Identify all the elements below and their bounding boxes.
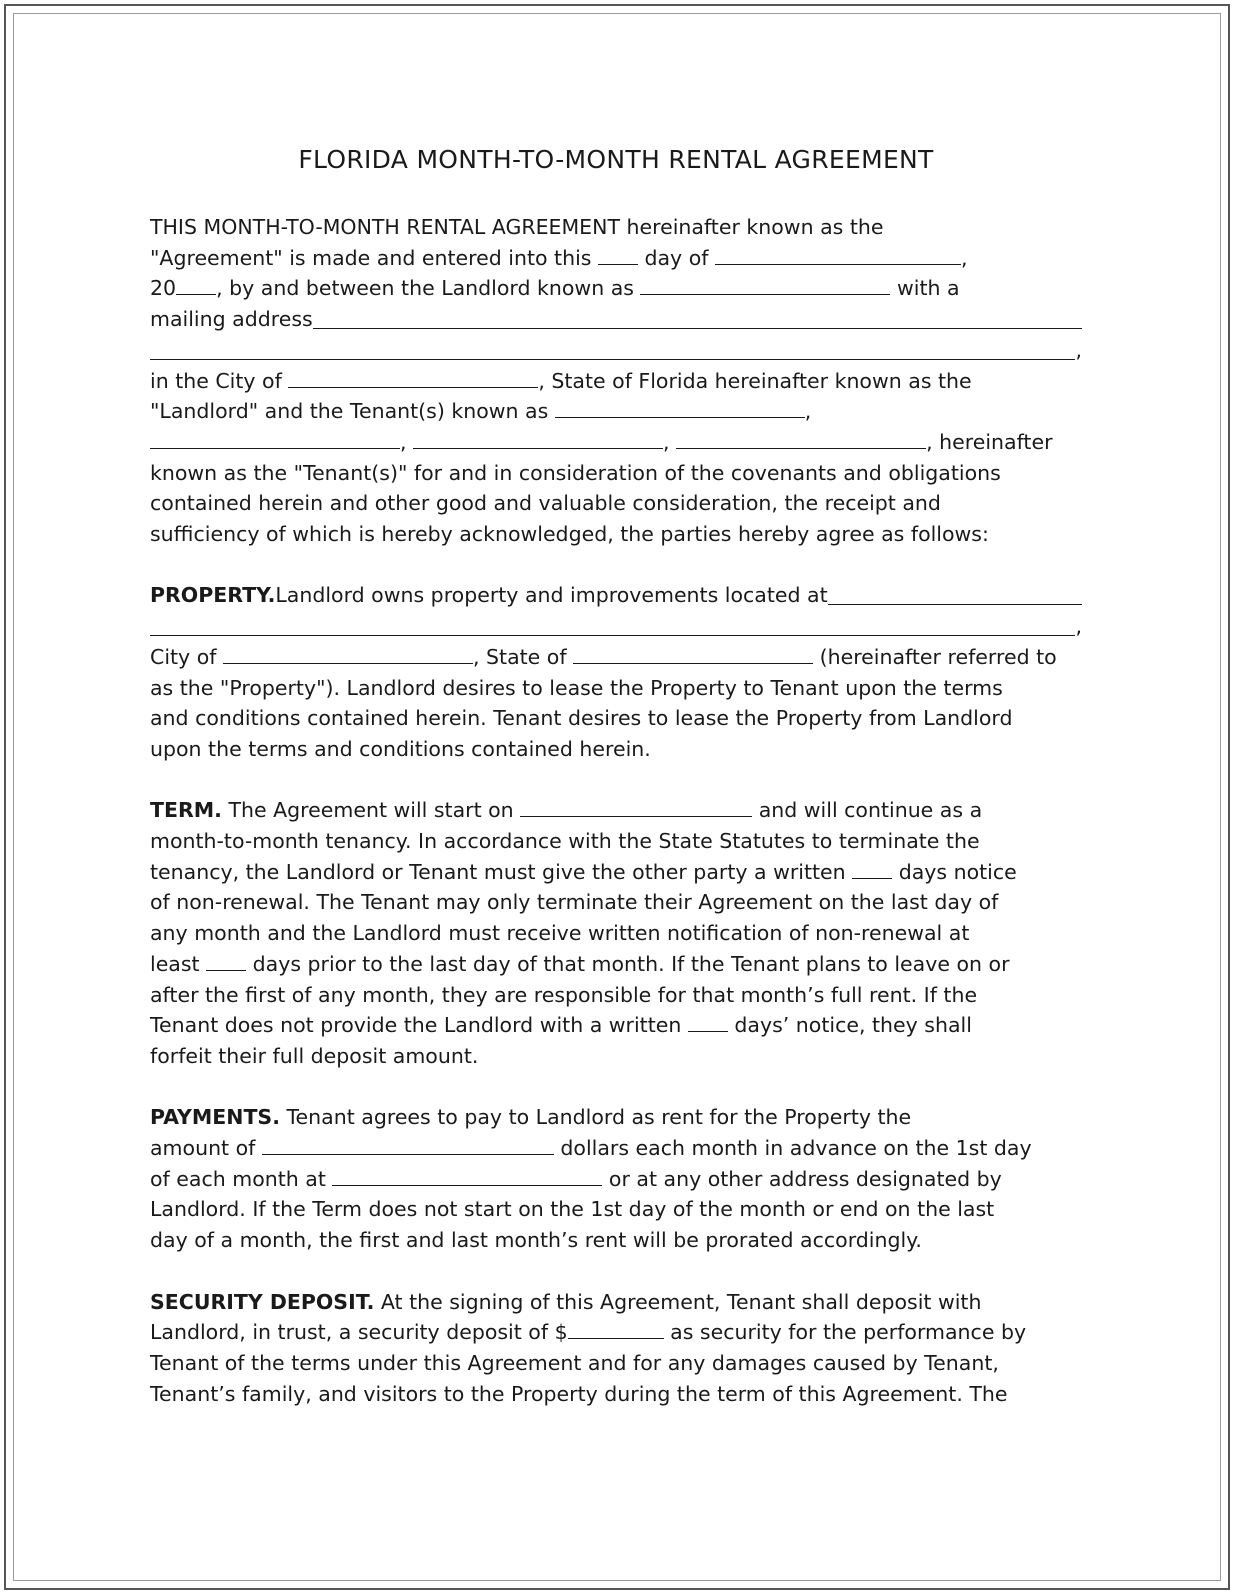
property-line: upon the terms and conditions contained herein. (150, 736, 651, 761)
mailing-address-blank[interactable] (313, 328, 1082, 329)
term-section (150, 795, 1082, 1071)
tenant-name-blank-2[interactable] (150, 448, 400, 449)
year-blank[interactable] (176, 294, 216, 295)
deposit-amount-blank[interactable] (568, 1338, 664, 1339)
deposit-line: Tenant’s family, and visitors to the Property during the term of this Agreement. The (150, 1381, 1008, 1406)
intro-line: THIS MONTH-TO-MONTH RENTAL AGREEMENT hereinafter known as the (150, 215, 884, 239)
security-deposit-heading: SECURITY DEPOSIT. (150, 1289, 375, 1314)
tenant-name-blank-1[interactable] (555, 417, 805, 418)
prior-days-blank[interactable] (206, 970, 246, 971)
property-address-blank-2[interactable] (150, 635, 1075, 636)
payments-line: of each month at or at any other address designated by (150, 1166, 1002, 1191)
term-heading: TERM. (150, 798, 222, 823)
payment-address-blank[interactable] (332, 1185, 602, 1186)
property-section (150, 580, 1082, 764)
intro-line: , , , hereinafter (150, 427, 1082, 458)
intro-line: known as the "Tenant(s)" for and in consideration of the covenants and obligations (150, 460, 1001, 485)
term-line: least days prior to the last day of that month. If the Tenant plans to leave on or (150, 951, 1010, 976)
intro-paragraph (150, 212, 1082, 550)
property-line: , (150, 611, 1082, 642)
intro-line: sufficiency of which is hereby acknowledged, the parties hereby agree as follows: (150, 522, 989, 547)
landlord-name-blank[interactable] (640, 294, 890, 295)
property-address-blank[interactable] (828, 604, 1082, 605)
payments-line: Landlord. If the Term does not start on the 1st day of the month or end on the last (150, 1197, 995, 1222)
intro-line: in the City of , State of Florida hereinafter known as the (150, 368, 972, 393)
document-body (150, 145, 1082, 1440)
payments-line: PAYMENTS. Tenant agrees to pay to Landlord as rent for the Property the (150, 1105, 912, 1130)
term-line: any month and the Landlord must receive written notification of non-renewal at (150, 921, 970, 946)
term-line: after the first of any month, they are responsible for that month’s full rent. If the (150, 982, 978, 1007)
document-title: FLORIDA MONTH-TO-MONTH RENTAL AGREEMENT (298, 145, 934, 174)
intro-line: "Landlord" and the Tenant(s) known as , (150, 399, 812, 424)
rent-amount-blank[interactable] (262, 1154, 554, 1155)
intro-line: contained herein and other good and valuable consideration, the receipt and (150, 491, 941, 516)
intro-line: 20 , by and between the Landlord known as with a (150, 276, 960, 301)
property-heading: PROPERTY. (150, 583, 276, 608)
property-line: City of , State of (hereinafter referred to (150, 644, 1057, 669)
term-line: tenancy, the Landlord or Tenant must give the other party a written days notice (150, 859, 1017, 884)
deposit-line: Tenant of the terms under this Agreement and for any damages caused by Tenant, (150, 1350, 999, 1375)
start-date-blank[interactable] (520, 816, 752, 817)
written-notice-days-blank[interactable] (688, 1031, 728, 1032)
deposit-line: Landlord, in trust, a security deposit of $ as security for the performance by (150, 1320, 1027, 1345)
tenant-name-blank-4[interactable] (676, 448, 926, 449)
term-line: Tenant does not provide the Landlord with a written days’ notice, they shall (150, 1013, 972, 1038)
intro-line: "Agreement" is made and entered into this day of , (150, 245, 968, 270)
term-line: month-to-month tenancy. In accordance with the State Statutes to terminate the (150, 829, 980, 854)
property-state-blank[interactable] (573, 663, 813, 664)
day-blank[interactable] (598, 264, 638, 265)
intro-line: mailing address (150, 304, 1082, 335)
tenant-name-blank-3[interactable] (413, 448, 663, 449)
intro-line: , (150, 335, 1082, 366)
property-city-blank[interactable] (223, 663, 473, 664)
payments-line: amount of dollars each month in advance on the 1st day (150, 1136, 1032, 1161)
month-blank[interactable] (715, 264, 961, 265)
payments-section (150, 1102, 1082, 1256)
city-blank[interactable] (288, 387, 538, 388)
payments-line: day of a month, the first and last month’s rent will be prorated accordingly. (150, 1228, 922, 1253)
mailing-address-blank-2[interactable] (150, 359, 1075, 360)
term-line: forfeit their full deposit amount. (150, 1043, 479, 1068)
term-line: TERM. The Agreement will start on and will continue as a (150, 798, 983, 823)
term-line: of non-renewal. The Tenant may only terminate their Agreement on the last day of (150, 890, 999, 915)
security-deposit-section (150, 1287, 1082, 1410)
deposit-line: SECURITY DEPOSIT. At the signing of this Agreement, Tenant shall deposit with (150, 1289, 982, 1314)
payments-heading: PAYMENTS. (150, 1105, 280, 1130)
property-line: PROPERTY. Landlord owns property and improvements located at (150, 580, 1082, 611)
notice-days-blank[interactable] (852, 878, 892, 879)
property-line: and conditions contained herein. Tenant desires to lease the Property from Landlord (150, 706, 1013, 731)
property-line: as the "Property"). Landlord desires to lease the Property to Tenant upon the terms (150, 675, 1003, 700)
